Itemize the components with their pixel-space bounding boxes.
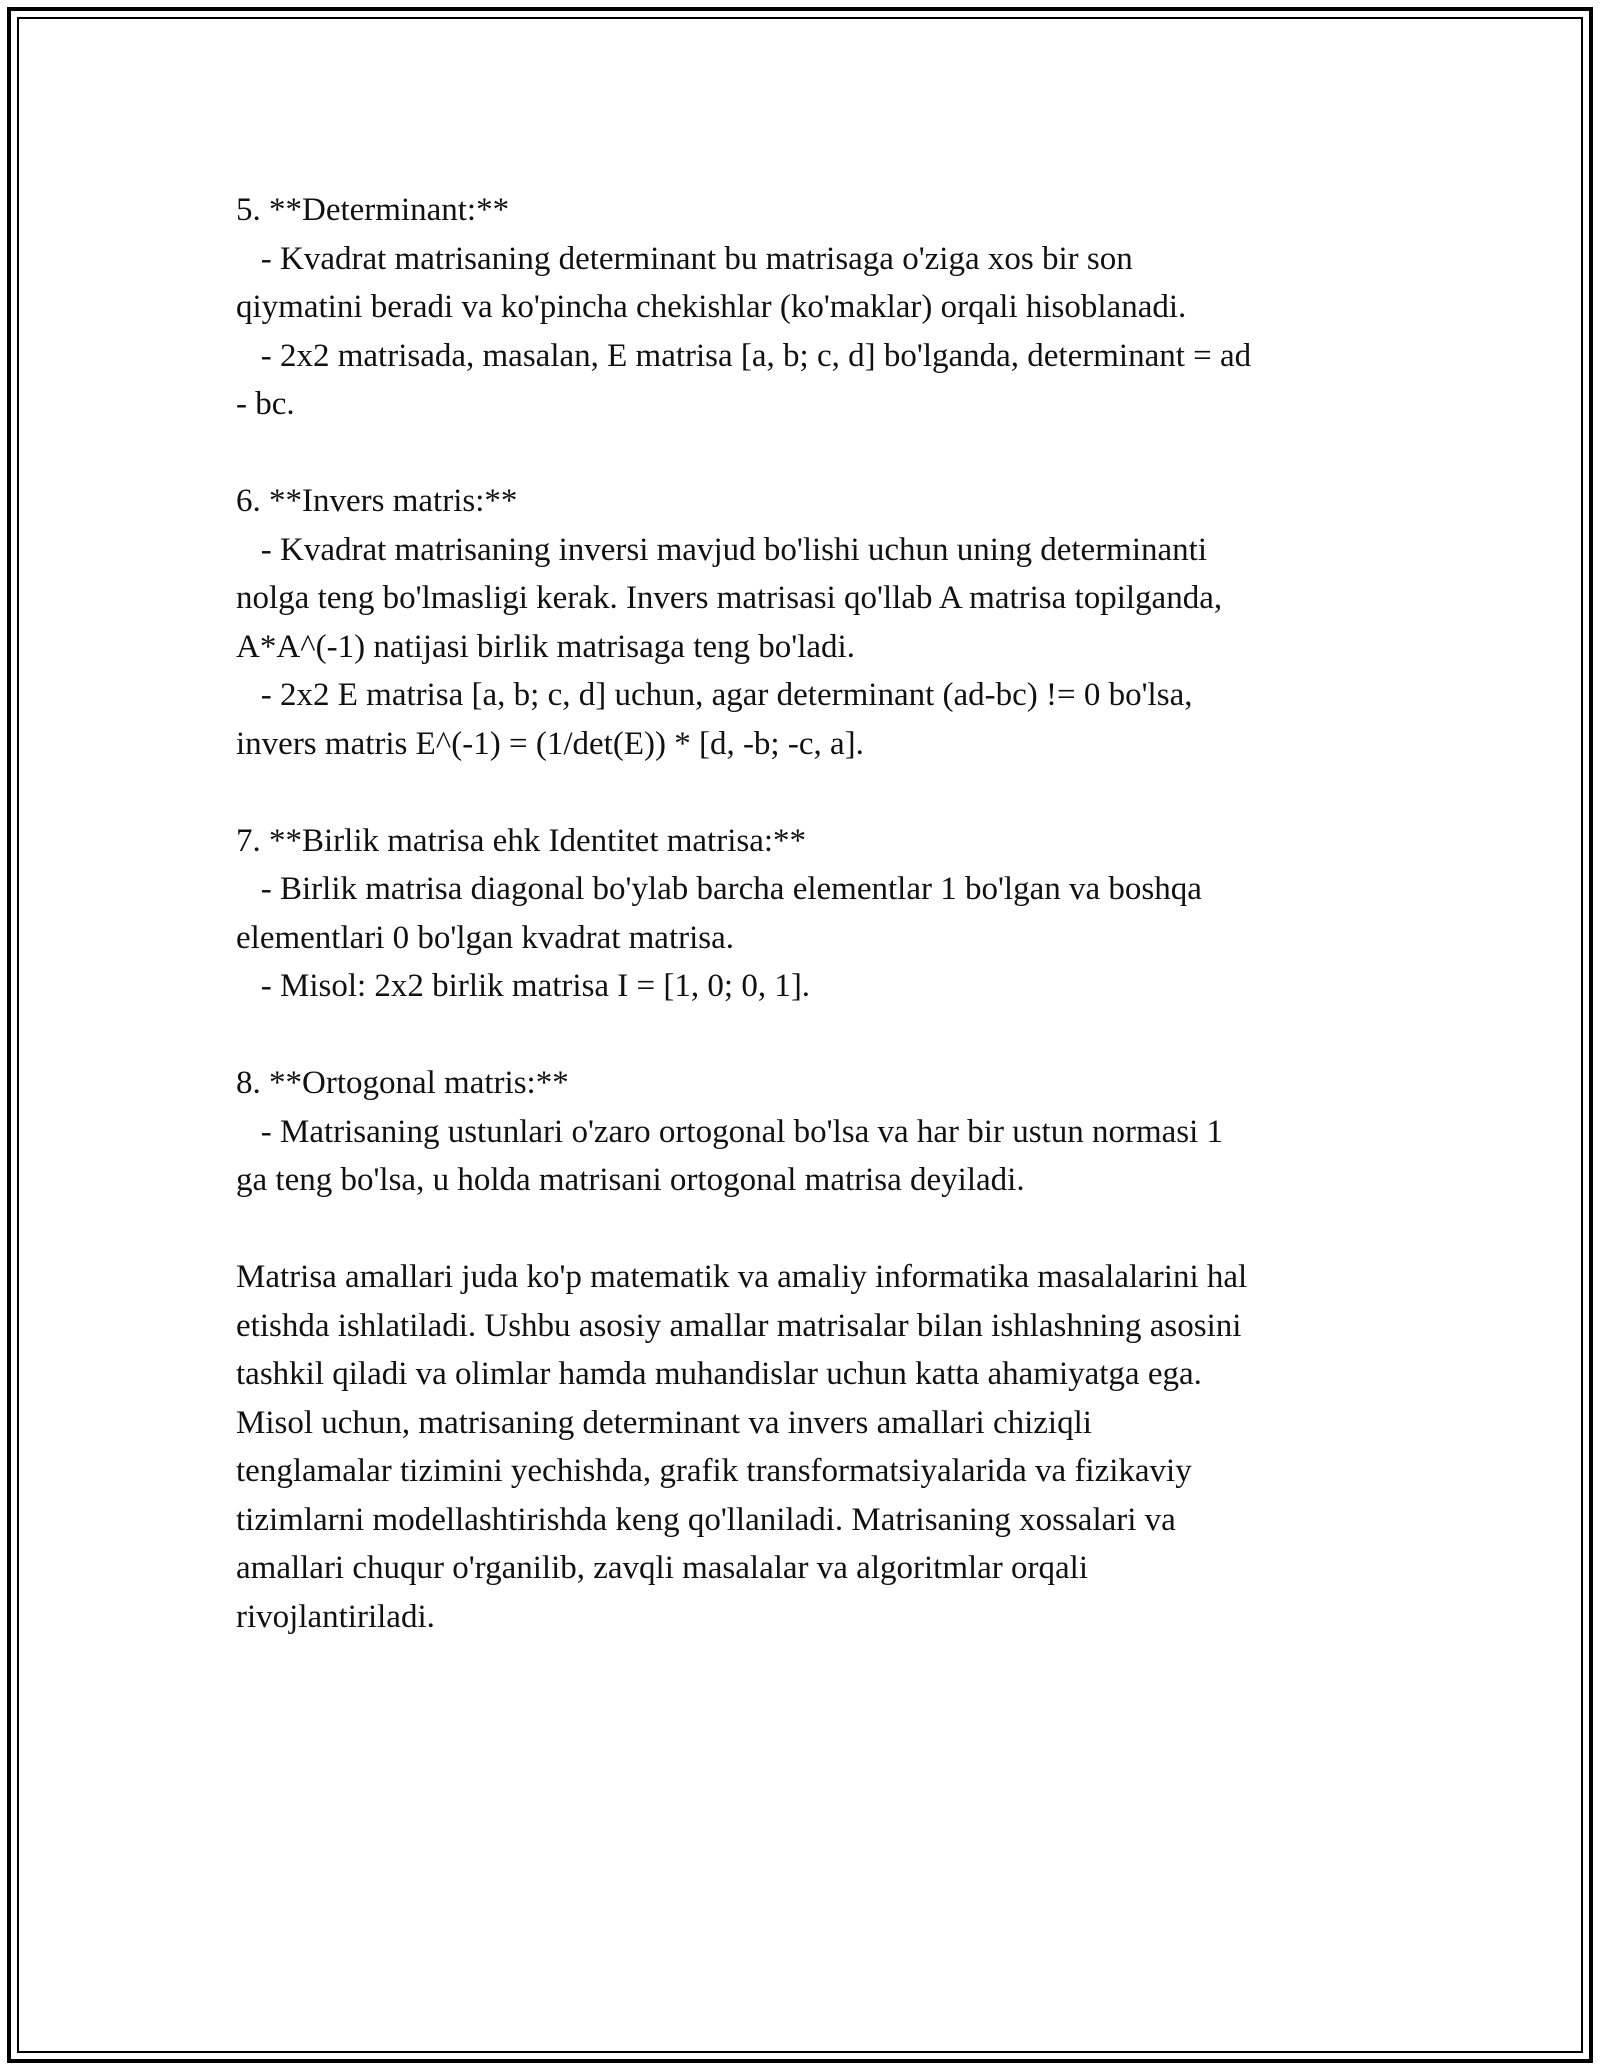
conclusion-line: etishda ishlatiladi. Ushbu asosiy amallar matrisalar bilan ishlashning asosini xyxy=(236,1307,1242,1344)
text-line: elementlari 0 bo'lgan kvadrat matrisa. xyxy=(236,919,735,956)
conclusion-line: rivojlantiriladi. xyxy=(236,1598,435,1635)
section-5-heading: 5. **Determinant:** xyxy=(236,192,510,228)
text-line: - Matrisaning ustunlari o'zaro ortogonal bo'lsa va har bir ustun normasi 1 xyxy=(236,1113,1224,1150)
text-line: - Birlik matrisa diagonal bo'ylab barcha elementlar 1 bo'lgan va boshqa xyxy=(236,871,1202,907)
conclusion-line: Matrisa amallari juda ko'p matematik va amaliy informatika masalalarini hal xyxy=(236,1259,1248,1295)
text-line: - Misol: 2x2 birlik matrisa I = [1, 0; 0, 1]. xyxy=(236,968,811,1004)
paragraph-spacer xyxy=(236,768,1396,817)
text-line: qiymatini beradi va ko'pincha chekishlar (ko'maklar) orqali hisoblanadi. xyxy=(236,289,1187,325)
text-line: nolga teng bo'lmasligi kerak. Invers matrisasi qo'llab A matrisa topilganda, xyxy=(236,580,1223,616)
text-line: - 2x2 E matrisa [a, b; c, d] uchun, agar determinant (ad-bc) != 0 bo'lsa, xyxy=(236,677,1193,713)
section-7-heading: 7. **Birlik matrisa ehk Identitet matrisa:** xyxy=(236,822,807,859)
conclusion-line: tizimlarni modellashtirishda keng qo'llaniladi. Matrisaning xossalari va xyxy=(236,1501,1176,1538)
conclusion-line: tashkil qiladi va olimlar hamda muhandislar uchun katta ahamiyatga ega. xyxy=(236,1356,1202,1392)
section-6-heading: 6. **Invers matris:** xyxy=(236,483,518,519)
text-line: - Kvadrat matrisaning inversi mavjud bo'lishi uchun uning determinanti xyxy=(236,531,1208,568)
section-8-heading: 8. **Ortogonal matris:** xyxy=(236,1065,569,1101)
text-line: - bc. xyxy=(236,386,295,422)
text-line: A*A^(-1) natijasi birlik matrisaga teng bo'ladi. xyxy=(236,628,855,665)
text-line: invers matris E^(-1) = (1/det(E)) * [d, -b; -c, a]. xyxy=(236,725,864,762)
text-line: ga teng bo'lsa, u holda matrisani ortogonal matrisa deyiladi. xyxy=(236,1162,1025,1198)
conclusion-line: amallari chuqur o'rganilib, zavqli masalalar va algoritmlar orqali xyxy=(236,1550,1089,1586)
text-line: - 2x2 matrisada, masalan, E matrisa [a, b; c, d] bo'lganda, determinant = ad xyxy=(236,337,1252,374)
paragraph-spacer xyxy=(236,1205,1396,1254)
paragraph-spacer xyxy=(236,1011,1396,1060)
paragraph-spacer xyxy=(236,429,1396,478)
document-body xyxy=(236,186,1396,1641)
conclusion-line: Misol uchun, matrisaning determinant va invers amallari chiziqli xyxy=(236,1404,1092,1441)
conclusion-line: tenglamalar tizimini yechishda, grafik transformatsiyalarida va fizikaviy xyxy=(236,1453,1192,1489)
text-line: - Kvadrat matrisaning determinant bu matrisaga o'ziga xos bir son xyxy=(236,240,1133,277)
